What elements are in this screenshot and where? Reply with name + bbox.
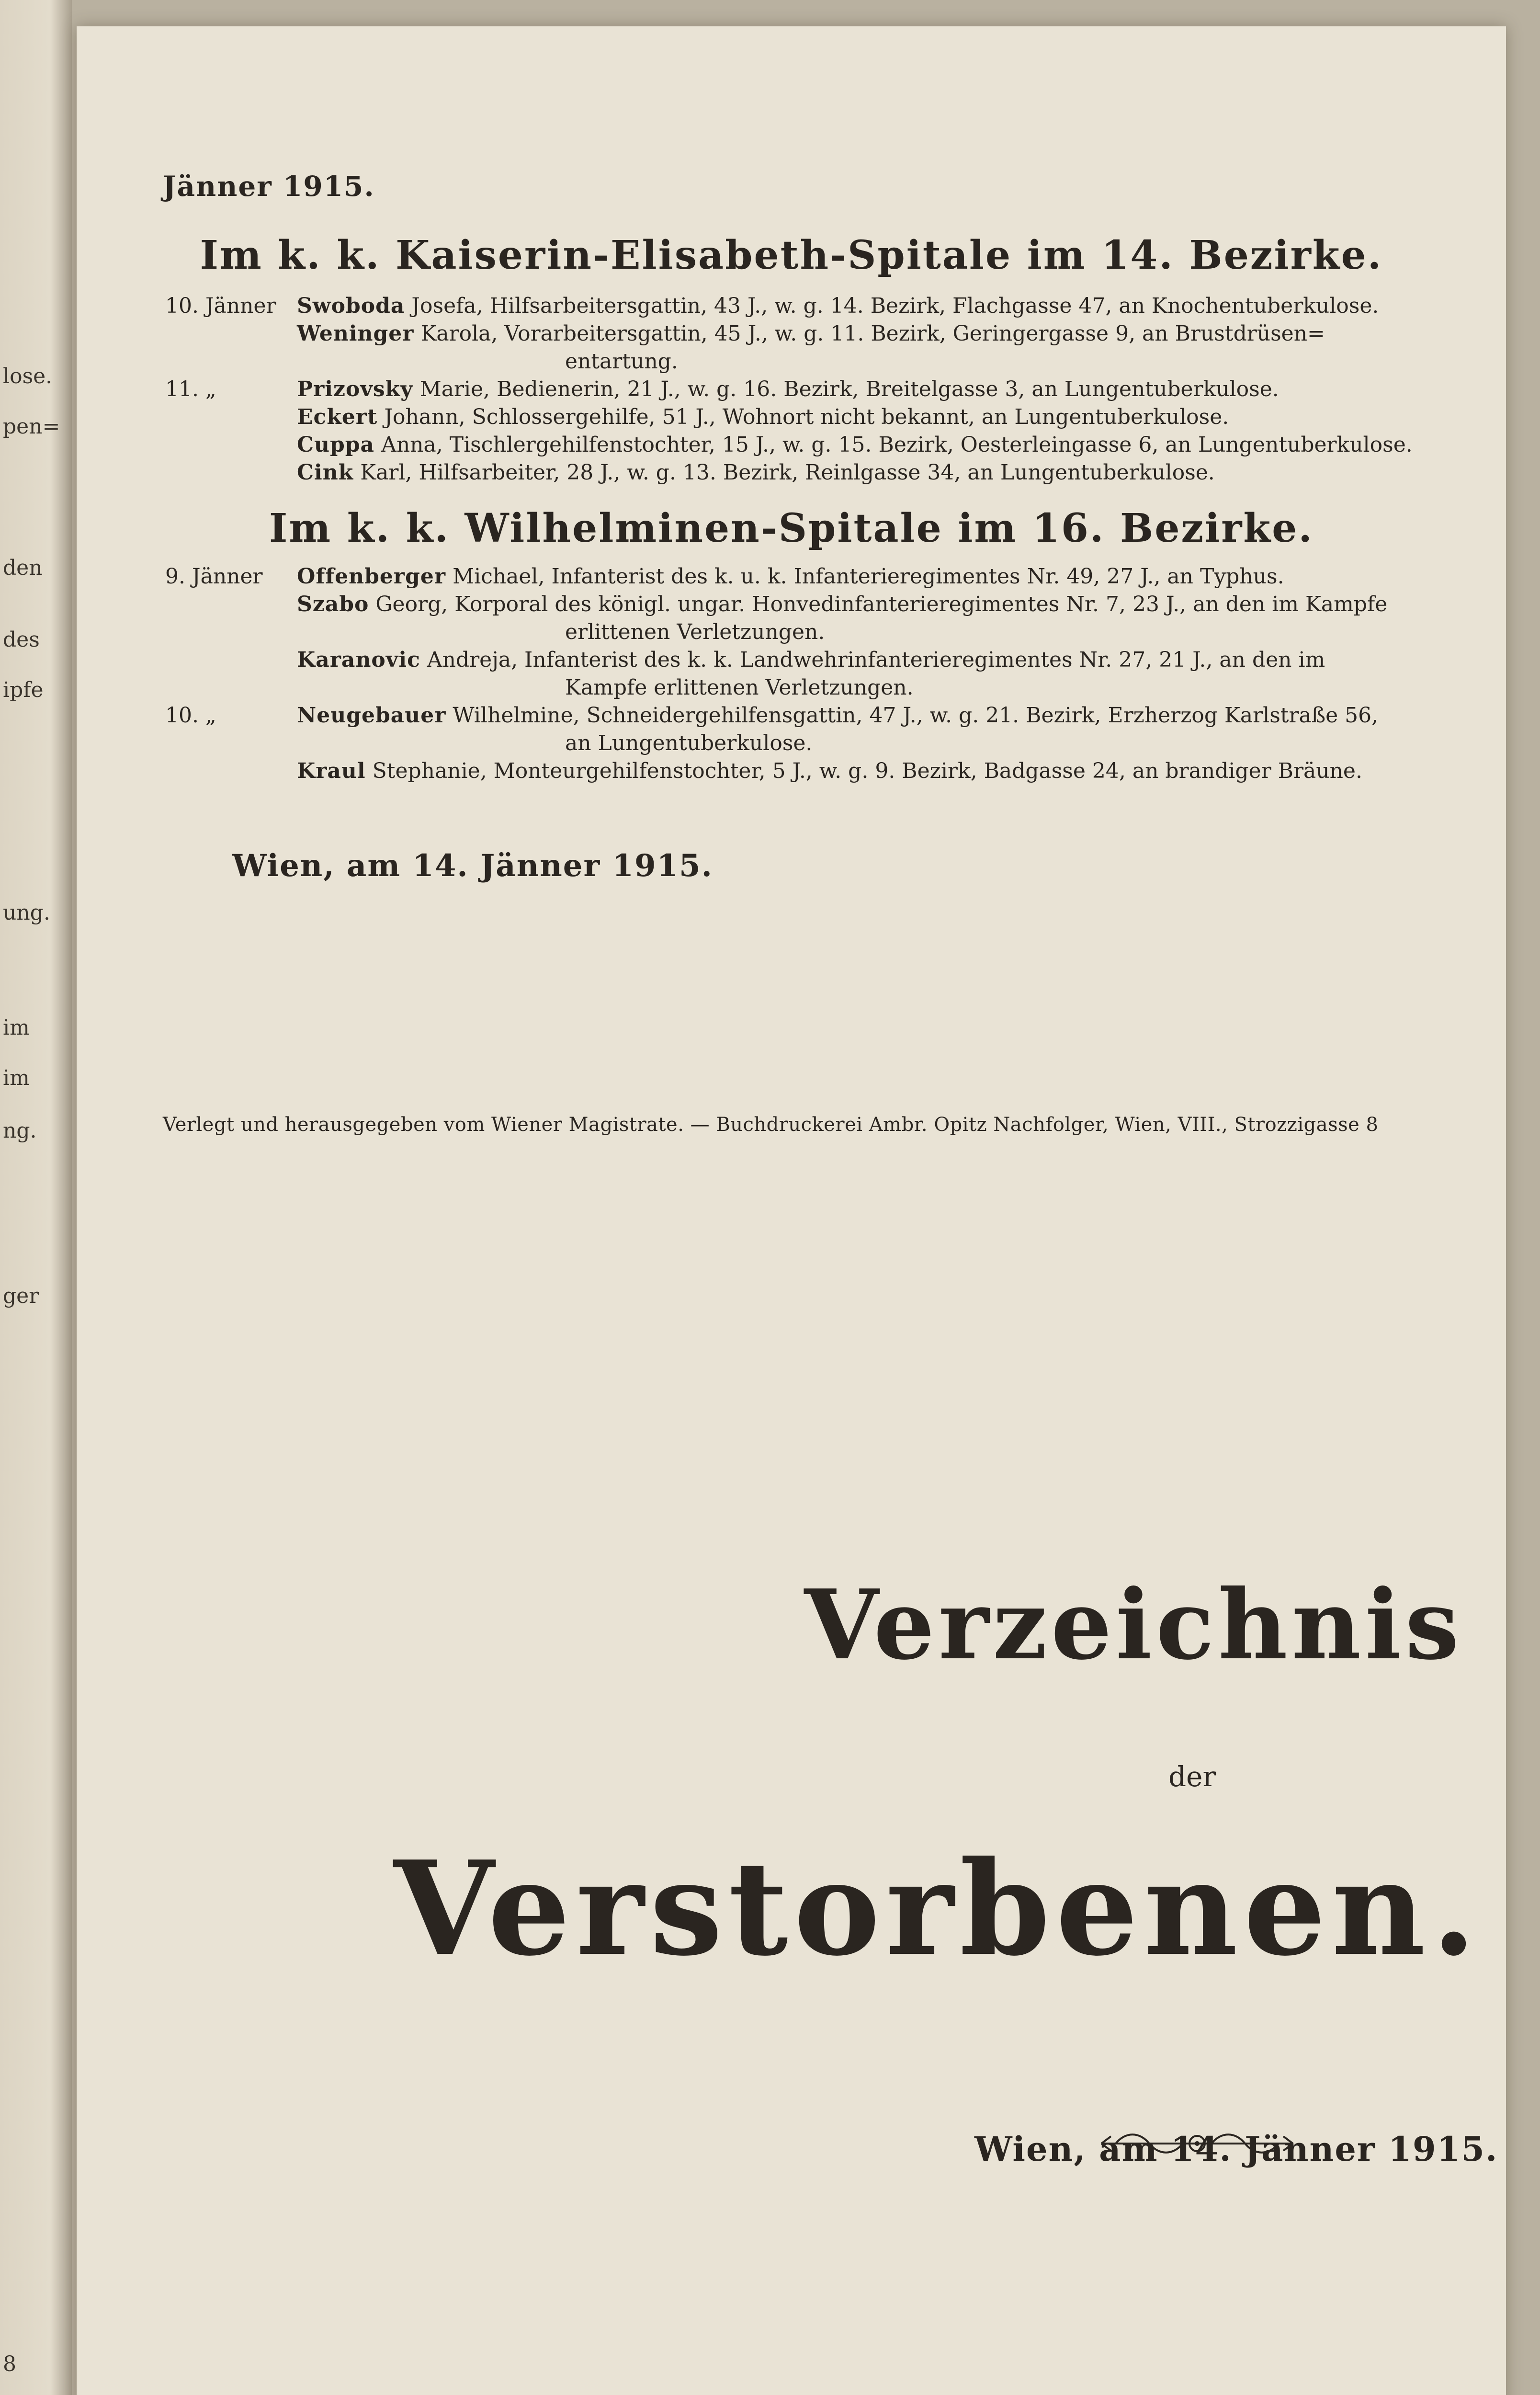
entry-text: Johann, Schlossergehilfe, 51 J., Wohnort nicht bekannt, an Lungentuberkulose. — [384, 405, 1229, 429]
margin-fragment: ger — [3, 1284, 39, 1308]
document-page — [77, 26, 1506, 2395]
death-entry — [165, 292, 1487, 321]
entry-text: Michael, Infanterist des k. u. k. Infanterieregimentes Nr. 49, 27 J., an Typhus. — [453, 564, 1284, 589]
death-entry — [165, 431, 1487, 460]
entry-name: Cuppa — [297, 433, 375, 457]
entry-name: Weninger — [297, 321, 414, 346]
entry-name: Eckert — [297, 405, 378, 429]
section-title: Im k. k. Wilhelminen-Spitale im 16. Bezirke. — [269, 505, 1314, 551]
margin-fragment: 8 — [3, 2352, 16, 2376]
publisher-line: Verlegt und herausgegeben vom Wiener Magistrate. — Buchdruckerei Ambr. Opitz Nachfolger, Wien, VIII., Strozzigasse 8 — [163, 1114, 1379, 1136]
entry-continuation: entartung. — [565, 349, 678, 374]
entry-name: Prizovsky — [297, 377, 413, 401]
entry-name: Swoboda — [297, 294, 405, 318]
entry-name: Neugebauer — [297, 703, 446, 728]
entry-name: Kraul — [297, 759, 366, 783]
death-entry — [165, 646, 1487, 704]
entry-text: Anna, Tischlergehilfenstochter, 15 J., w. g. 15. Bezirk, Oesterleingasse 6, an Lungentuberkulose. — [381, 433, 1413, 457]
entry-date: 10. „ — [165, 703, 216, 728]
entry-text: Stephanie, Monteurgehilfenstochter, 5 J., w. g. 9. Bezirk, Badgasse 24, an brandiger Bräune. — [372, 759, 1362, 783]
margin-fragment: ipfe — [3, 678, 44, 702]
entry-date: 11. „ — [165, 377, 216, 401]
margin-fragment: des — [3, 627, 40, 652]
entry-continuation: erlittenen Verletzungen. — [565, 620, 825, 644]
entry-text: Marie, Bedienerin, 21 J., w. g. 16. Bezirk, Breitelgasse 3, an Lungentuberkulose. — [419, 377, 1279, 401]
death-entry — [165, 376, 1487, 404]
left-page-edge — [0, 0, 72, 2395]
margin-fragment: im — [3, 1015, 30, 1040]
page-header-date: Jänner 1915. — [163, 170, 375, 203]
cover-subtitle: Verstorbenen. — [394, 1832, 1482, 1984]
margin-fragment: den — [3, 556, 43, 580]
death-entry — [165, 320, 1487, 377]
entry-text: Andreja, Infanterist des k. k. Landwehrinfanterieregimentes Nr. 27, 21 J., an den im — [427, 648, 1325, 672]
entry-name: Offenberger — [297, 564, 446, 589]
entry-date: 9. Jänner — [165, 564, 263, 589]
entry-name: Cink — [297, 460, 354, 485]
entry-date: 10. Jänner — [165, 294, 276, 318]
death-entry — [165, 459, 1487, 488]
death-entry — [165, 403, 1487, 432]
margin-fragment: lose. — [3, 364, 53, 388]
death-entry — [165, 702, 1487, 759]
margin-fragment: ng. — [3, 1118, 37, 1143]
margin-fragment: ung. — [3, 901, 50, 925]
cover-title: Verzeichnis — [804, 1569, 1463, 1681]
entry-name: Szabo — [297, 592, 369, 616]
entry-text: Josefa, Hilfsarbeitersgattin, 43 J., w. g. 14. Bezirk, Flachgasse 47, an Knochentuberkulose. — [411, 294, 1379, 318]
cover-der: der — [1168, 1760, 1216, 1793]
entry-text: Karl, Hilfsarbeiter, 28 J., w. g. 13. Bezirk, Reinlgasse 34, an Lungentuberkulose. — [360, 460, 1215, 485]
entry-continuation: an Lungentuberkulose. — [565, 731, 813, 755]
entry-text: Wilhelmine, Schneidergehilfensgattin, 47 J., w. g. 21. Bezirk, Erzherzog Karlstraße 56, — [453, 703, 1379, 728]
entry-text: Georg, Korporal des königl. ungar. Honvedinfanterieregimentes Nr. 7, 23 J., an den im Kampfe — [375, 592, 1388, 616]
death-entry — [165, 563, 1487, 592]
death-entry — [165, 757, 1487, 786]
entry-text: Karola, Vorarbeitersgattin, 45 J., w. g. 11. Bezirk, Geringergasse 9, an Brustdrüsen= — [420, 321, 1325, 346]
margin-fragment: pen= — [3, 414, 60, 439]
entry-continuation: Kampfe erlittenen Verletzungen. — [565, 675, 914, 700]
entry-name: Karanovic — [297, 648, 420, 672]
death-entry — [165, 591, 1487, 648]
section-title: Im k. k. Kaiserin-Elisabeth-Spitale im 14. Bezirke. — [200, 232, 1383, 278]
footer-date: Wien, am 14. Jänner 1915. — [232, 848, 713, 884]
margin-fragment: im — [3, 1066, 30, 1090]
cover-date: Wien, am 14. Jänner 1915. — [974, 2129, 1498, 2169]
